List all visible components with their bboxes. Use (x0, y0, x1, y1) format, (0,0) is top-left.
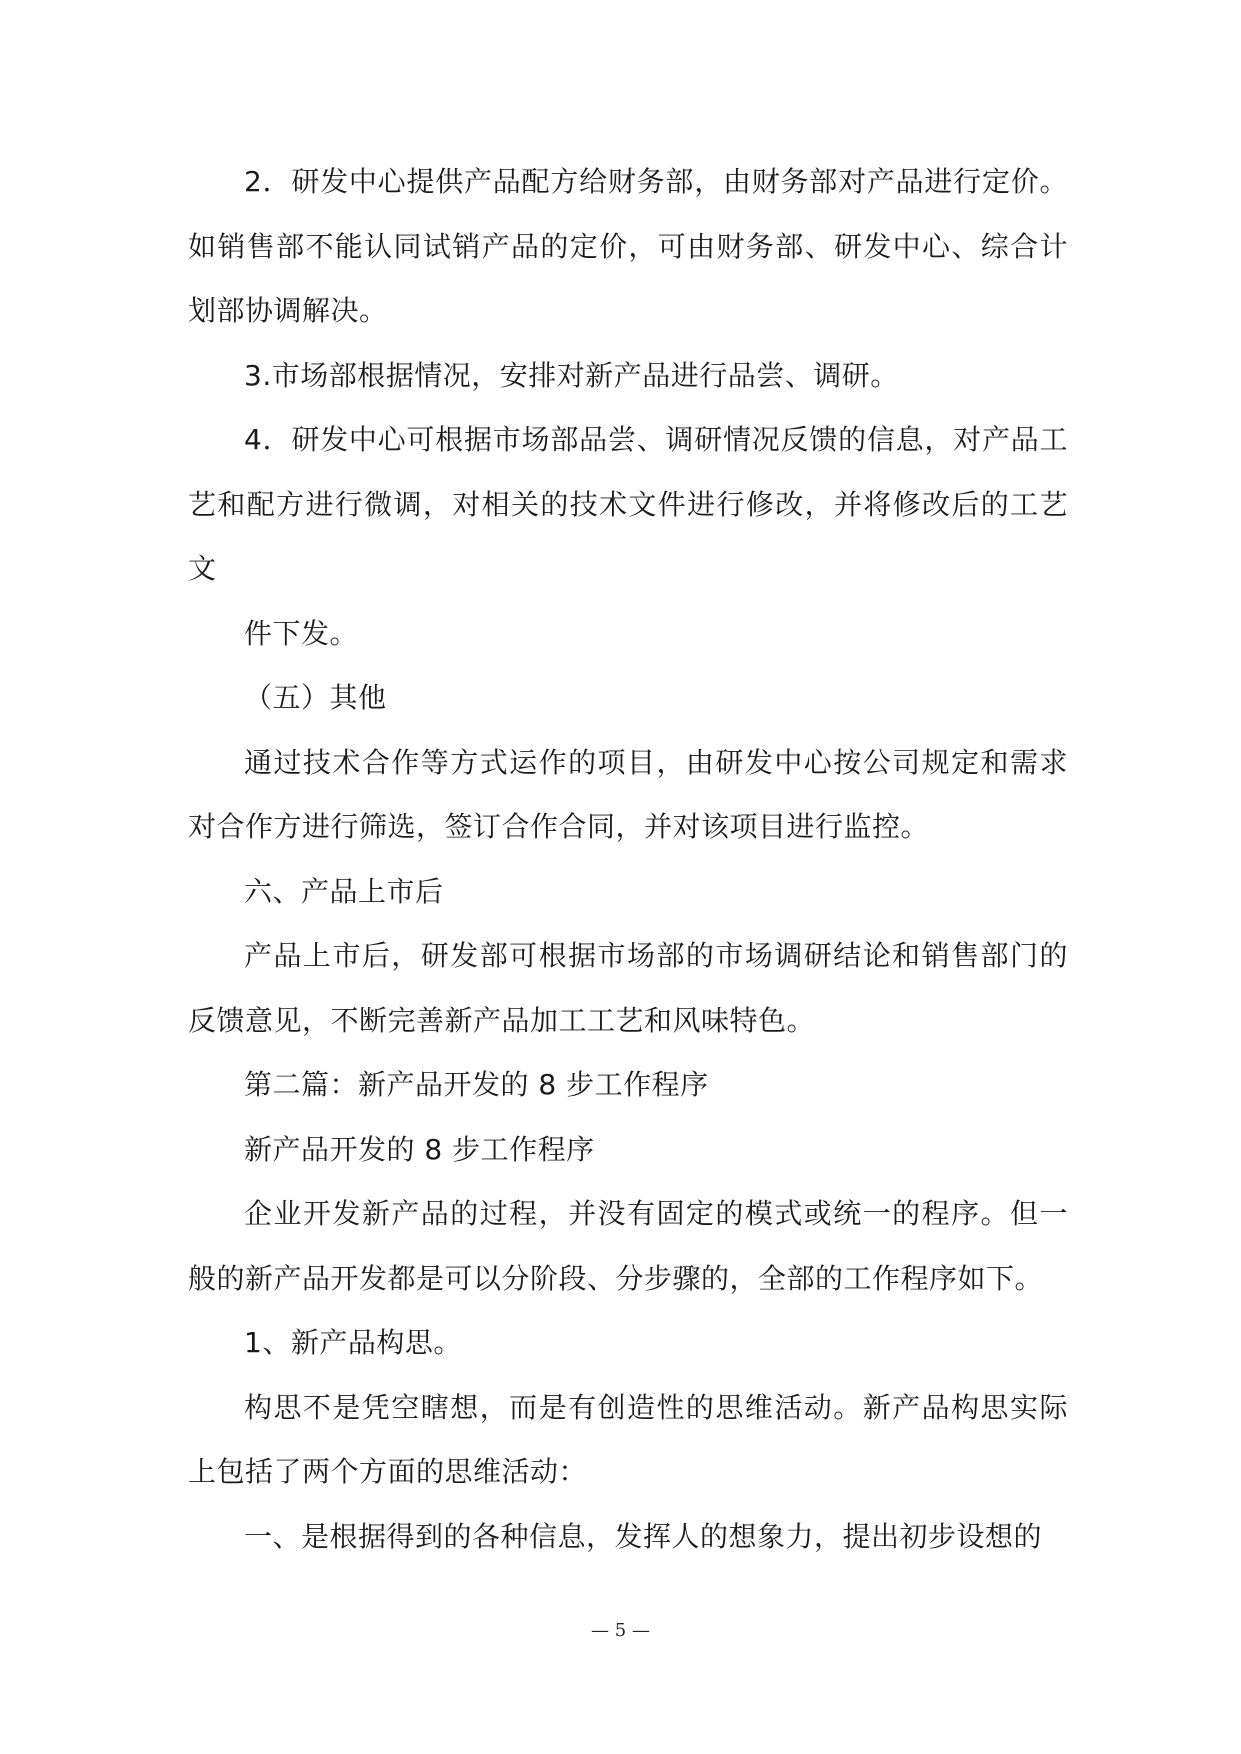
paragraph-first-activity: 一、是根据得到的各种信息，发挥人的想象力，提出初步设想的 (244, 1519, 1043, 1553)
section-heading-after-launch: 六、产品上市后 (244, 874, 444, 908)
chapter-title: 新产品开发的 8 步工作程序 (244, 1132, 595, 1166)
paragraph-after-launch: 产品上市后，研发部可根据市场部的市场调研结论和销售部门的反馈意见，不断完善新产品加工工艺和风味特色。 (188, 939, 1068, 1037)
paragraph-cooperation: 通过技术合作等方式运作的项目，由研发中心按公司规定和需求对合作方进行筛选，签订合作合同，并对该项目进行监控。 (188, 745, 1068, 843)
step-heading-1: 1、新产品构思。 (244, 1326, 462, 1359)
paragraph-pricing: 2．研发中心提供产品配方给财务部，由财务部对产品进行定价。如销售部不能认同试销产品的定价，可由财务部、研发中心、综合计划部协调解决。 (188, 165, 1068, 327)
paragraph-conception: 构思不是凭空瞎想，而是有创造性的思维活动。新产品构思实际上包括了两个方面的思维活动： (188, 1390, 1068, 1488)
paragraph-intro: 企业开发新产品的过程，并没有固定的模式或统一的程序。但一般的新产品开发都是可以分阶段、分步骤的，全部的工作程序如下。 (188, 1197, 1068, 1295)
section-heading-other: （五）其他 (244, 681, 387, 714)
paragraph-adjustment: 4．研发中心可根据市场部品尝、调研情况反馈的信息，对产品工艺和配方进行微调，对相关的技术文件进行修改，并将修改后的工艺文 (188, 423, 1068, 585)
paragraph-market-tasting: 3.市场部根据情况，安排对新产品进行品尝、调研。 (244, 358, 899, 392)
paragraph-issue-docs: 件下发。 (244, 616, 359, 650)
document-body (188, 150, 1068, 1569)
chapter-heading: 第二篇：新产品开发的 8 步工作程序 (244, 1068, 709, 1101)
page-number: — 5 — (591, 1620, 650, 1641)
